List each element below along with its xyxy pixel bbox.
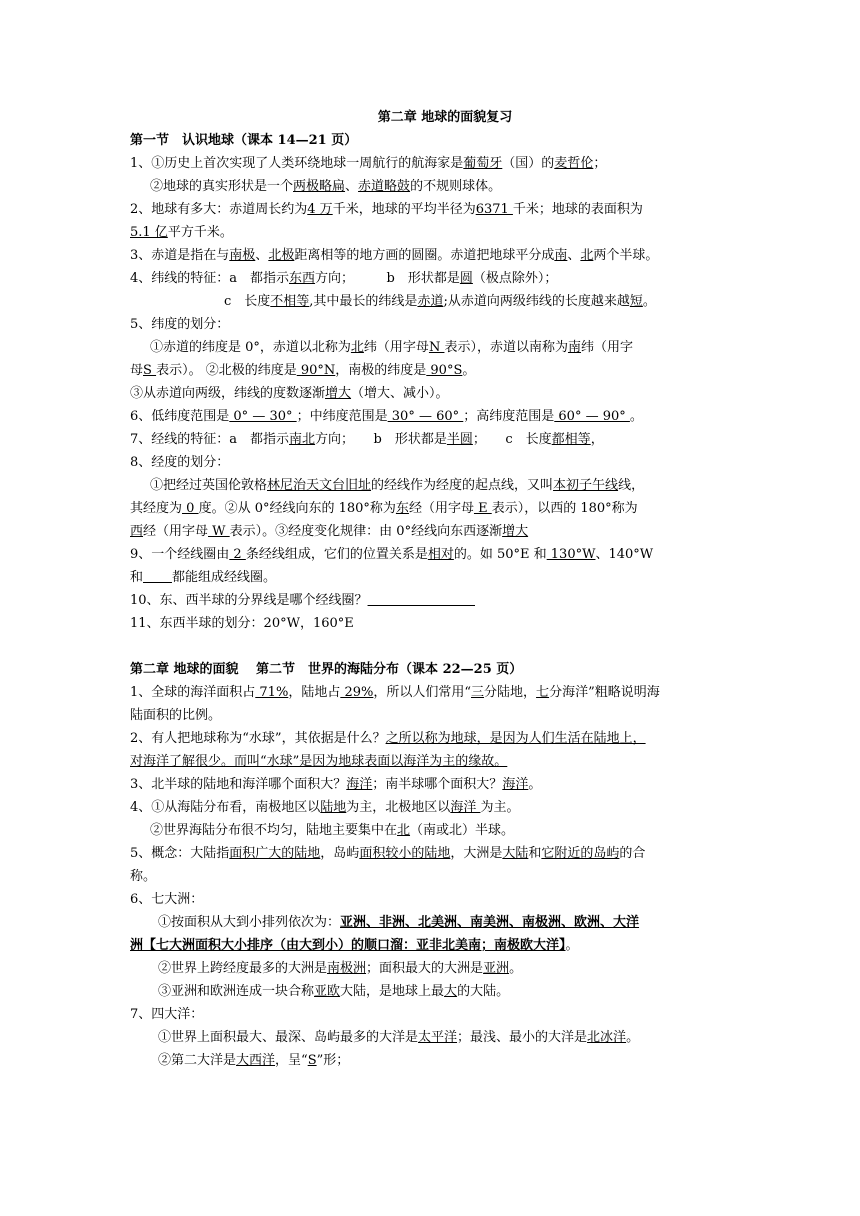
section2-line — [130, 980, 760, 1003]
section2-line — [130, 865, 760, 888]
answer-text: 2 — [229, 547, 246, 562]
question-text: 方向； b 形状都是 — [315, 432, 447, 447]
answer-text: 29% — [340, 685, 374, 700]
question-text: 2、有人把地球称为“水球”，其依据是什么？ — [130, 731, 386, 746]
question-text: （南或北）半球。 — [410, 823, 515, 838]
question-text: 线， — [618, 478, 645, 493]
question-text: ②世界海陆分布很不均匀，陆地主要集中在 — [150, 823, 398, 838]
answer-text: 都相等 — [551, 432, 591, 447]
section1-line — [130, 221, 760, 244]
question-text: ①世界上面积最大、最深、岛屿最多的大洋是 — [158, 1030, 419, 1045]
question-text: 。 — [642, 294, 656, 309]
section2-line — [130, 750, 760, 773]
section2-line — [130, 796, 760, 819]
question-text: ，南极的纬度是 — [335, 363, 427, 378]
answer-text — [368, 593, 475, 608]
section1-line — [130, 589, 760, 612]
answer-text: 面积较小的陆地 — [359, 846, 451, 861]
section1-line — [130, 359, 760, 382]
section1-line — [130, 382, 760, 405]
answer-text: 增大 — [502, 524, 529, 539]
answer-text: 130°W — [546, 547, 596, 562]
answer-text: 之所以称为地球，是因为人们生活在陆地上， — [385, 731, 646, 746]
answer-text: 陆地 — [320, 800, 347, 815]
section1-line — [130, 267, 760, 290]
question-text: ①把经过英国伦敦格 — [150, 478, 268, 493]
section2-heading: 第二章 地球的面貌 第二节 世界的海陆分布（课本 22—25 页） — [130, 662, 523, 677]
answer-text: 北冰洋 — [587, 1030, 627, 1045]
answer-text: 大 — [444, 984, 458, 999]
question-text: ，呈“ — [275, 1053, 308, 1068]
answer-text: 90°S — [426, 363, 463, 378]
answer-text: S — [143, 363, 157, 378]
answer-text: E — [473, 501, 492, 516]
section1-line — [130, 428, 760, 451]
question-text: 大陆，是地球上最 — [340, 984, 445, 999]
answer-text: 大陆 — [502, 846, 529, 861]
question-text: ③亚洲和欧洲连成一块合称 — [158, 984, 315, 999]
question-text: 陆面积的比例。 — [130, 708, 222, 723]
section1-line — [130, 612, 760, 635]
section1-line — [130, 474, 760, 497]
question-text: ②世界上跨经度最多的大洲是 — [158, 961, 328, 976]
section2-line — [130, 681, 760, 704]
section1-heading: 第一节 认识地球（课本 14—21 页） — [130, 133, 358, 148]
answer-text: 南 — [567, 340, 581, 355]
answer-text: 北 — [580, 248, 594, 263]
answer-text: 亚洲 — [483, 961, 510, 976]
question-text: 。 — [528, 777, 542, 792]
answer-text: 圆 — [459, 271, 473, 286]
answer-text: 60° — 90° — [554, 409, 630, 424]
question-text: 。 — [626, 1030, 640, 1045]
question-text: 、 — [345, 179, 359, 194]
answer-text: 麦哲伦 — [554, 156, 594, 171]
question-text: 4、纬线的特征：a 都指示 — [130, 271, 290, 286]
answer-text: 林尼治天文台旧址 — [267, 478, 372, 493]
answer-text: 东西 — [289, 271, 316, 286]
question-text: 条经线组成，它们的位置关系是 — [245, 547, 428, 562]
answer-text: N — [428, 340, 445, 355]
question-text: ②第二大洋是 — [158, 1053, 237, 1068]
question-text: 4、①从海陆分布看，南极地区以 — [130, 800, 321, 815]
section1-line — [130, 336, 760, 359]
section1-line — [130, 451, 760, 474]
section1-line — [130, 198, 760, 221]
answer-text: 海洋 — [346, 777, 373, 792]
section1-line — [130, 290, 760, 313]
answer-text: 增大 — [325, 386, 352, 401]
answer-text: 亚洲、非洲、北美洲、南美洲、南极洲、欧洲、大洋 — [340, 915, 640, 930]
section1-line — [130, 497, 760, 520]
answer-text: 相对 — [427, 547, 454, 562]
question-text: 、140°W — [595, 547, 654, 562]
question-text: 千米；地球的表面积为 — [512, 202, 643, 217]
section2-line — [130, 911, 760, 934]
section2-body — [130, 681, 760, 1072]
question-text: 7、四大洋： — [130, 1007, 204, 1022]
question-text: ;从赤道向两级纬线的长度越来越 — [443, 294, 630, 309]
section2-line — [130, 957, 760, 980]
answer-text: 不相等 — [270, 294, 310, 309]
question-text: 8、经度的划分： — [130, 455, 230, 470]
answer-text: 它附近的岛屿 — [541, 846, 620, 861]
answer-text: 葡萄牙 — [463, 156, 503, 171]
question-text: 分陆地， — [484, 685, 537, 700]
question-text: ； c 长度 — [472, 432, 552, 447]
question-text: ①按面积从大到小排列依次为： — [158, 915, 341, 930]
section2-line — [130, 888, 760, 911]
question-text: （国）的 — [502, 156, 555, 171]
answer-text: 洲【七大洲面积大小排序（由大到小）的顺口溜：亚非北美南；南极欧大洋】 — [130, 938, 566, 953]
question-text: ,其中最长的纬线是 — [309, 294, 418, 309]
answer-text: 71% — [255, 685, 289, 700]
question-text: 都能组成经线圈。 — [171, 570, 276, 585]
question-text: 11、东西半球的划分：20°W，160°E — [130, 616, 354, 631]
question-text: 2、地球有多大：赤道周长约为 — [130, 202, 308, 217]
answer-text: 本初子午线 — [553, 478, 619, 493]
question-text: 1、全球的海洋面积占 — [130, 685, 256, 700]
question-text: 经（用字母 — [408, 501, 474, 516]
question-text: 经（用字母 — [143, 524, 209, 539]
question-text: 表示）。③经度变化规律：由 0°经线向东西逐渐 — [229, 524, 503, 539]
question-text: 3、赤道是指在与 — [130, 248, 230, 263]
answer-text: 南极洲 — [327, 961, 367, 976]
question-text: ③从赤道向两级，纬线的度数逐渐 — [130, 386, 326, 401]
answer-text: 三 — [471, 685, 485, 700]
question-text: 的合 — [619, 846, 646, 861]
section1-line — [130, 566, 760, 589]
question-text: ；南半球哪个面积大？ — [372, 777, 503, 792]
answer-text: 对海洋了解很少。而叫“水球”是因为地球表面以海洋为主的缘故。 — [130, 754, 508, 769]
question-text: ①赤道的纬度是 0°，赤道以北称为 — [150, 340, 351, 355]
question-text: 和 — [130, 570, 144, 585]
question-text: ，大洲是 — [450, 846, 503, 861]
question-text: ，所以人们常用“ — [373, 685, 472, 700]
section1-line — [130, 244, 760, 267]
answer-text: 半圆 — [446, 432, 473, 447]
question-text: ；面积最大的大洲是 — [366, 961, 484, 976]
answer-text: 西 — [130, 524, 144, 539]
question-text: 方向； b 形状都是 — [315, 271, 460, 286]
answer-text: 4 万 — [307, 202, 333, 217]
question-text: 。 — [509, 961, 523, 976]
question-text: ，岛屿 — [320, 846, 360, 861]
section2-line — [130, 773, 760, 796]
section1-line — [130, 313, 760, 336]
question-text: 、 — [567, 248, 581, 263]
question-text: 为主，北极地区以 — [346, 800, 451, 815]
question-text: 的大陆。 — [457, 984, 510, 999]
section1-line — [130, 152, 760, 175]
question-text: 10、东、西半球的分界线是哪个经线圈？ — [130, 593, 368, 608]
question-text: 的不规则球体。 — [410, 179, 502, 194]
question-text: 分海洋”粗略说明海 — [549, 685, 660, 700]
question-text: 5、概念：大陆指 — [130, 846, 230, 861]
answer-text — [143, 570, 172, 585]
answer-text: 南极 — [229, 248, 256, 263]
question-text: 。 — [462, 363, 476, 378]
answer-text: 南 — [554, 248, 568, 263]
question-text: 千米，地球的平均半径为 — [332, 202, 476, 217]
answer-text: 6371 — [475, 202, 513, 217]
question-text: ”形； — [316, 1053, 350, 1068]
question-text: 和 — [528, 846, 542, 861]
answer-text: 面积广大的陆地 — [229, 846, 321, 861]
question-text: ；最浅、最小的大洋是 — [457, 1030, 588, 1045]
section2-line — [130, 1049, 760, 1072]
question-text: 表示）。 ②北极的纬度是 — [156, 363, 297, 378]
answer-text: 5.1 亿 — [130, 225, 168, 240]
question-text: 母 — [130, 363, 144, 378]
question-text: ；中纬度范围是 — [296, 409, 388, 424]
answer-text: 0 — [182, 501, 199, 516]
question-text: 5、纬度的划分： — [130, 317, 230, 332]
question-text: 表示），赤道以南称为 — [444, 340, 568, 355]
question-text: 6、七大洲： — [130, 892, 204, 907]
answer-text: W — [208, 524, 230, 539]
question-text: 的。如 50°E 和 — [453, 547, 547, 562]
answer-text: 海洋 — [450, 800, 481, 815]
section2-line — [130, 1003, 760, 1026]
answer-text: 太平洋 — [418, 1030, 458, 1045]
answer-text: 北 — [397, 823, 411, 838]
question-text: 平方千米。 — [167, 225, 233, 240]
answer-text: 北极 — [268, 248, 295, 263]
section2-line — [130, 842, 760, 865]
answer-text: 七 — [536, 685, 550, 700]
question-text: 9、一个经线圈由 — [130, 547, 230, 562]
question-text: 3、北半球的陆地和海洋哪个面积大？ — [130, 777, 347, 792]
section2-line — [130, 1026, 760, 1049]
question-text: 称。 — [130, 869, 157, 884]
answer-text: 大西洋 — [236, 1053, 276, 1068]
section1-line — [130, 175, 760, 198]
question-text: ； — [593, 156, 607, 171]
question-text: 度。②从 0°经线向东的 180°称为 — [198, 501, 396, 516]
answer-text: 东 — [395, 501, 409, 516]
question-text: 表示），以西的 180°称为 — [491, 501, 638, 516]
section-gap — [130, 635, 760, 658]
question-text: 纬（用字 — [580, 340, 633, 355]
question-text: （极点除外）； — [472, 271, 558, 286]
answer-text: 北 — [350, 340, 364, 355]
answer-text: 亚欧 — [314, 984, 341, 999]
section1-line — [130, 405, 760, 428]
section2-line — [130, 727, 760, 750]
question-text: 两个半球。 — [593, 248, 659, 263]
answer-text: 两极略扁 — [293, 179, 346, 194]
question-text: c 长度 — [224, 294, 271, 309]
question-text: 为主。 — [480, 800, 520, 815]
section1-line — [130, 543, 760, 566]
question-text: 1、①历史上首次实现了人类环绕地球一周航行的航海家是 — [130, 156, 464, 171]
question-text: 6、低纬度范围是 — [130, 409, 230, 424]
question-text: ， — [590, 432, 604, 447]
answer-text: S — [307, 1053, 317, 1068]
question-text: 。 — [629, 409, 643, 424]
answer-text: 南北 — [289, 432, 316, 447]
answer-text: 赤道 — [417, 294, 444, 309]
section1-body — [130, 152, 760, 635]
question-text: （增大、减小）。 — [351, 386, 449, 401]
section2-line — [130, 819, 760, 842]
question-text: 7、经线的特征：a 都指示 — [130, 432, 290, 447]
section1-line — [130, 520, 760, 543]
answer-text: 90°N — [296, 363, 336, 378]
document-title: 第二章 地球的面貌复习 — [377, 110, 513, 125]
answer-text: 0° — 30° — [229, 409, 297, 424]
question-text: ，陆地占 — [288, 685, 341, 700]
question-text: 、 — [255, 248, 269, 263]
answer-text: 海洋 — [502, 777, 529, 792]
question-text: 。 — [565, 938, 579, 953]
section2-line — [130, 704, 760, 727]
question-text: 的经线作为经度的起点线，又叫 — [371, 478, 554, 493]
answer-text: 30° — 60° — [387, 409, 464, 424]
question-text: 距离相等的地方画的圆圈。赤道把地球平分成 — [294, 248, 555, 263]
question-text: 其经度为 — [130, 501, 183, 516]
section2-line — [130, 934, 760, 957]
answer-text: 短 — [629, 294, 643, 309]
question-text: ；高纬度范围是 — [463, 409, 555, 424]
answer-text: 赤道略鼓 — [358, 179, 411, 194]
question-text: ②地球的真实形状是一个 — [150, 179, 294, 194]
question-text: 纬（用字母 — [363, 340, 429, 355]
